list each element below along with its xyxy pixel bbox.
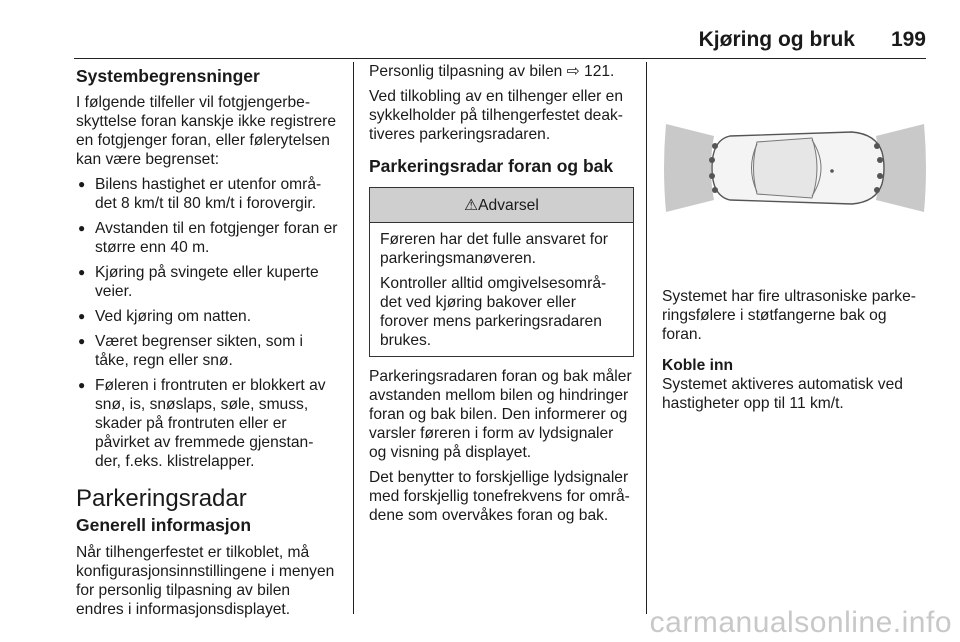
column-divider: [353, 62, 354, 614]
list-item: ● Avstanden til en fotgjenger foran er større enn 40 m.: [76, 219, 341, 257]
warning-text: Kontroller alltid omgivelsesområ- det ved kjøring bakover eller forover mens parkeringsradaren brukes.: [380, 275, 607, 349]
warning-box: [369, 187, 634, 357]
personalization-ref: Personlig tilpasning av bilen ⇨ 121.: [369, 63, 615, 80]
page-number: 199: [890, 28, 926, 51]
activation-text: Systemet aktiveres automatisk ved hastigheter opp til 11 km/t.: [662, 376, 903, 412]
warning-text: Føreren har det fulle ansvaret for parkeringsmanøveren.: [380, 231, 608, 267]
illustration-caption: Systemet har fire ultrasoniske parke- ringsfølere i støtfangerne bak og foran.: [662, 288, 916, 343]
watermark: carmanualsonline.info: [649, 606, 952, 639]
right-column: [662, 62, 928, 419]
list-item: ● Kjøring på svingete eller kuperte veier.: [76, 263, 341, 301]
parking-sensor-illustration: [662, 60, 928, 270]
car-icon: [712, 132, 884, 204]
general-info-text: Når tilhengerfestet er tilkoblet, må konfigurasjonsinnstillingene i menyen for personlig tilpasning av bilen endres i informasjonsdisplayet.: [76, 544, 335, 618]
left-column: [76, 62, 341, 625]
list-item: ● Været begrenser sikten, som i tåke, regn eller snø.: [76, 332, 341, 370]
warning-title: ⚠Advarsel: [370, 188, 633, 223]
limitations-heading: Systembegrensninger: [76, 66, 260, 86]
description-text: Parkeringsradaren foran og bak måler avstanden mellom bilen og hindringer foran og bak bilen. Den informerer og varsler føreren i form av lydsignaler og visning på displayet.: [369, 368, 632, 461]
header-rule: [74, 58, 926, 59]
list-item: ● Føleren i frontruten er blokkert av snø, is, snøslaps, søle, smuss, skader på frontruten eller er påvirket av fremmede gjenstan- der, f.eks. klistrelapper.: [76, 376, 341, 471]
rear-sensor-zone: [664, 124, 714, 212]
list-item: ● Ved kjøring om natten.: [76, 307, 341, 326]
limitations-list: [76, 175, 341, 471]
page-header: [699, 28, 926, 52]
limitations-intro: I følgende tilfeller vil fotgjengerbe- skyttelse foran kanskje ikke registrere en fotgjenger foran, eller følerytelsen kan være begrenset:: [76, 94, 336, 168]
front-rear-heading: Parkeringsradar foran og bak: [369, 156, 614, 176]
column-divider: [646, 62, 647, 614]
section-title: Kjøring og bruk: [698, 28, 855, 51]
list-item: ● Bilens hastighet er utenfor områ- det 8 km/t til 80 km/t i forovergir.: [76, 175, 341, 213]
trailer-note: Ved tilkobling av en tilhenger eller en sykkelholder på tilhengerfestet deak- tiveres parkeringsradaren.: [369, 88, 623, 143]
middle-column: [369, 62, 634, 531]
section-heading: Parkeringsradar: [76, 485, 247, 512]
activation-heading: Koble inn: [662, 357, 734, 374]
description-text: Det benytter to forskjellige lydsignaler med forskjellig tonefrekvens for områ- dene som overvåkes foran og bak.: [369, 469, 630, 524]
general-info-heading: Generell informasjon: [76, 515, 252, 535]
